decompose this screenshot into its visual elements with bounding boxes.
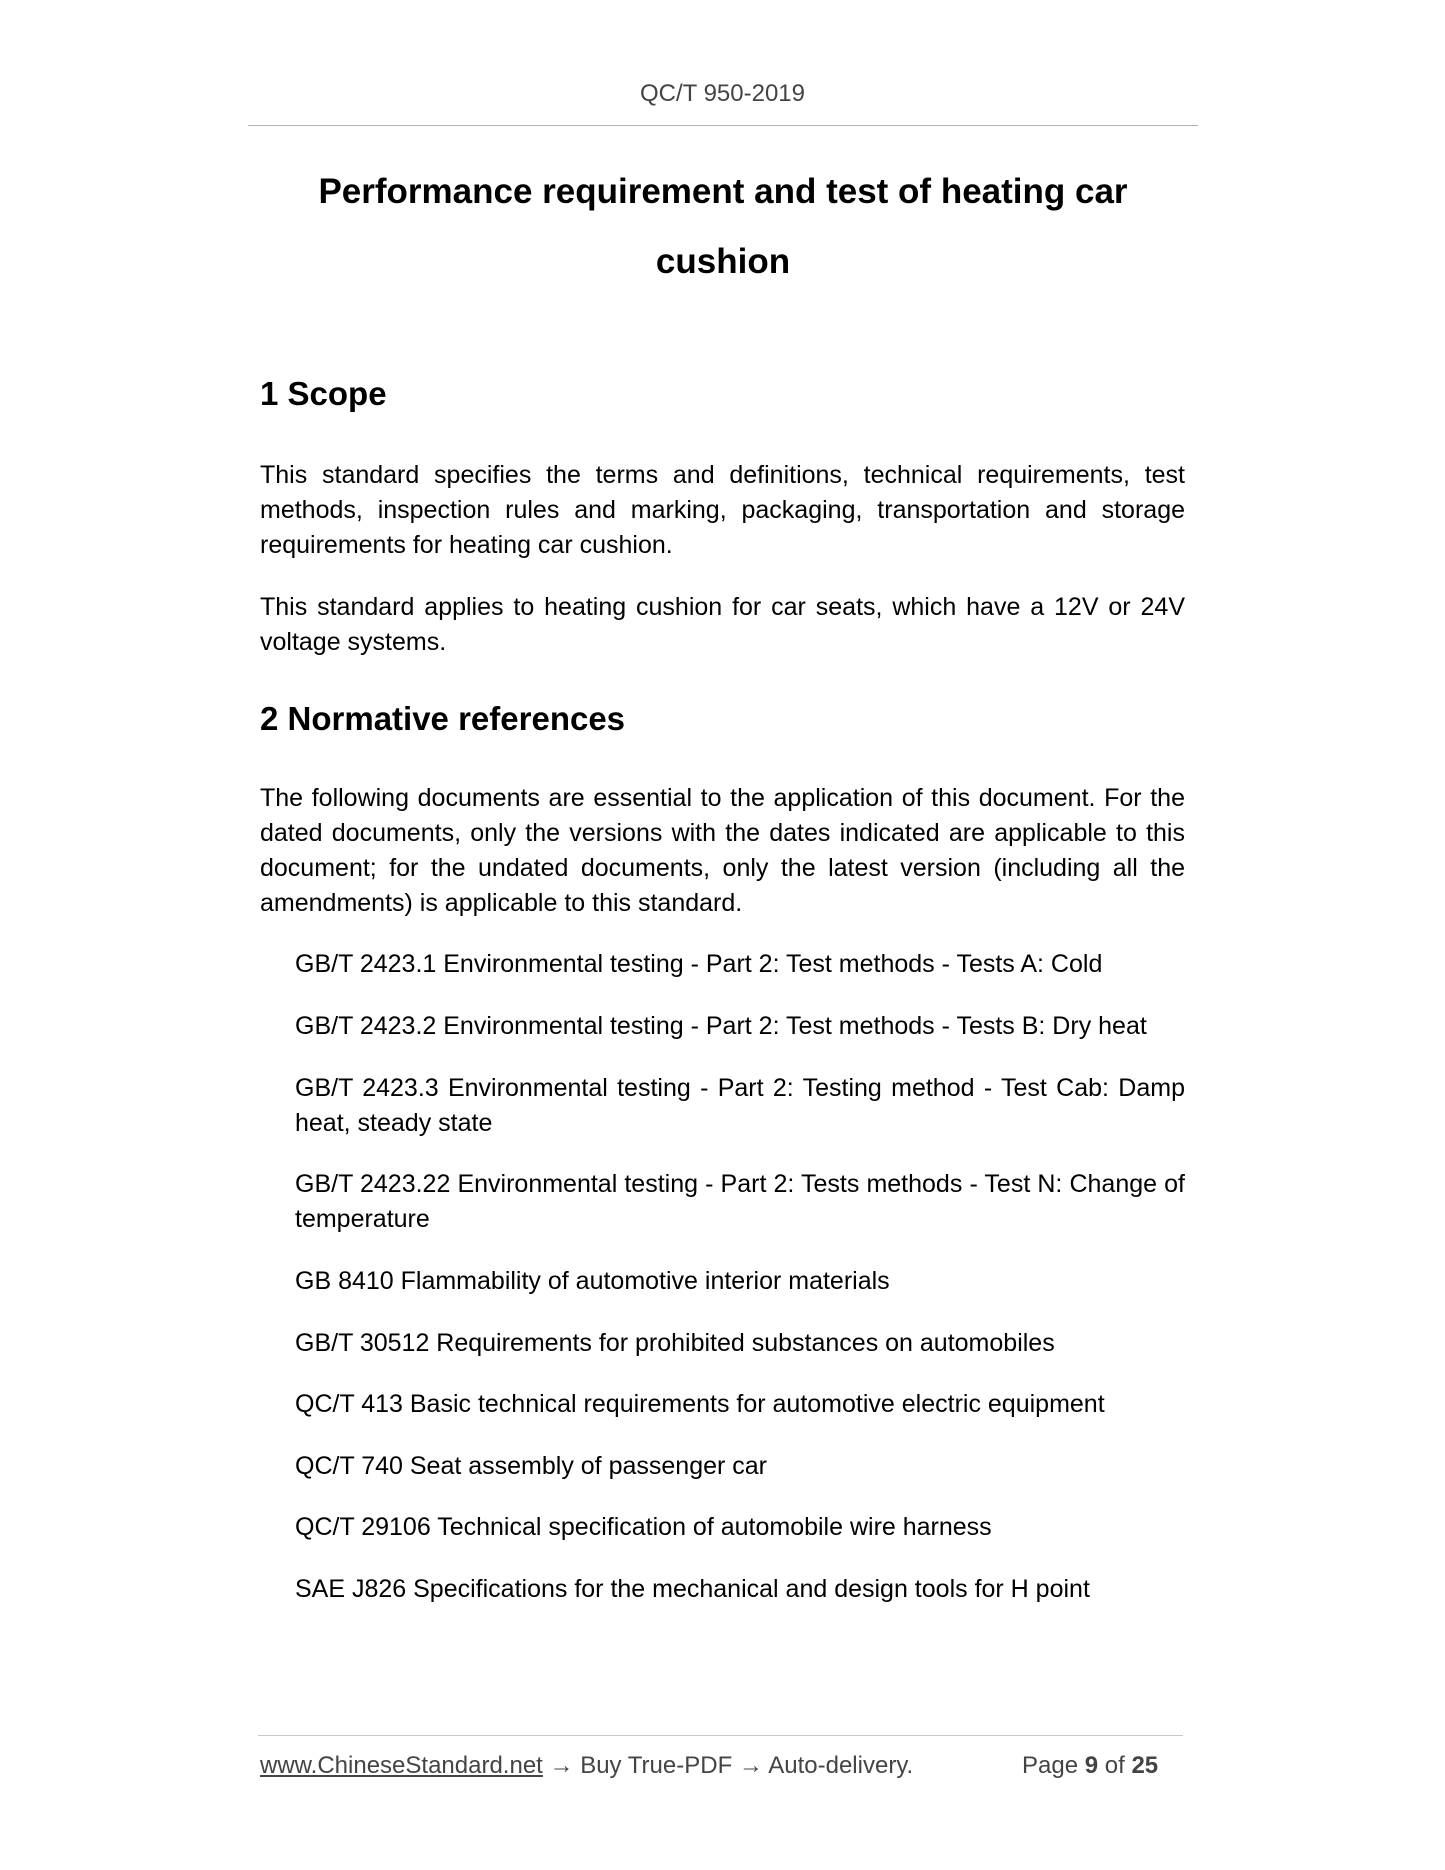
reference-item: QC/T 740 Seat assembly of passenger car (295, 1452, 767, 1480)
title-line-2: cushion (655, 242, 791, 281)
footer-text (260, 1752, 913, 1780)
running-header: QC/T 950-2019 (640, 80, 805, 107)
scope-paragraph-1: This standard specifies the terms and definitions, technical requirements, test methods, inspection rules and marking, packaging, transportation and storage requirements for heating car cushion. (260, 461, 1185, 559)
page-label: Page (1022, 1752, 1079, 1779)
reference-item: GB/T 2423.1 Environmental testing - Part 2: Test methods - Tests A: Cold (295, 950, 1103, 978)
footer-divider (258, 1735, 1183, 1736)
document-title (248, 157, 1198, 297)
reference-item: SAE J826 Specifications for the mechanical and design tools for H point (295, 1575, 1090, 1603)
auto-delivery-text: Auto-delivery. (768, 1752, 914, 1779)
title-line-1: Performance requirement and test of heating car (318, 172, 1128, 211)
page-total: 25 (1131, 1752, 1159, 1779)
header-divider (248, 125, 1198, 126)
section-heading-normative-references: 2 Normative references (260, 700, 626, 737)
normative-intro-paragraph: The following documents are essential to the application of this document. For the dated documents, only the versions with the dates indicated are applicable to this document; for the undated documents, only the latest version (including all the amendments) is applicable to this standard. (260, 784, 1185, 917)
page-number: 9 (1084, 1752, 1099, 1779)
arrow-right-icon: → (549, 1752, 574, 1779)
scope-paragraph-2: This standard applies to heating cushion for car seats, which have a 12V or 24V voltage systems. (260, 593, 1185, 656)
reference-item: GB 8410 Flammability of automotive interior materials (295, 1267, 890, 1295)
reference-item: GB/T 30512 Requirements for prohibited substances on automobiles (295, 1329, 1055, 1357)
reference-item: QC/T 29106 Technical specification of automobile wire harness (295, 1513, 992, 1541)
section-heading-scope: 1 Scope (260, 375, 387, 412)
reference-item: GB/T 2423.22 Environmental testing - Part 2: Tests methods - Test N: Change of temperature (295, 1170, 1185, 1233)
reference-item: GB/T 2423.2 Environmental testing - Part 2: Test methods - Tests B: Dry heat (295, 1012, 1147, 1040)
reference-item: QC/T 413 Basic technical requirements for automotive electric equipment (295, 1390, 1105, 1418)
website-link[interactable]: www.ChineseStandard.net (260, 1752, 543, 1779)
page-indicator (1022, 1752, 1158, 1780)
buy-true-pdf-text: Buy True-PDF (580, 1752, 733, 1779)
of-label: of (1104, 1752, 1125, 1779)
arrow-right-icon: → (738, 1752, 763, 1779)
reference-item: GB/T 2423.3 Environmental testing - Part 2: Testing method - Test Cab: Damp heat, steady state (295, 1074, 1185, 1137)
